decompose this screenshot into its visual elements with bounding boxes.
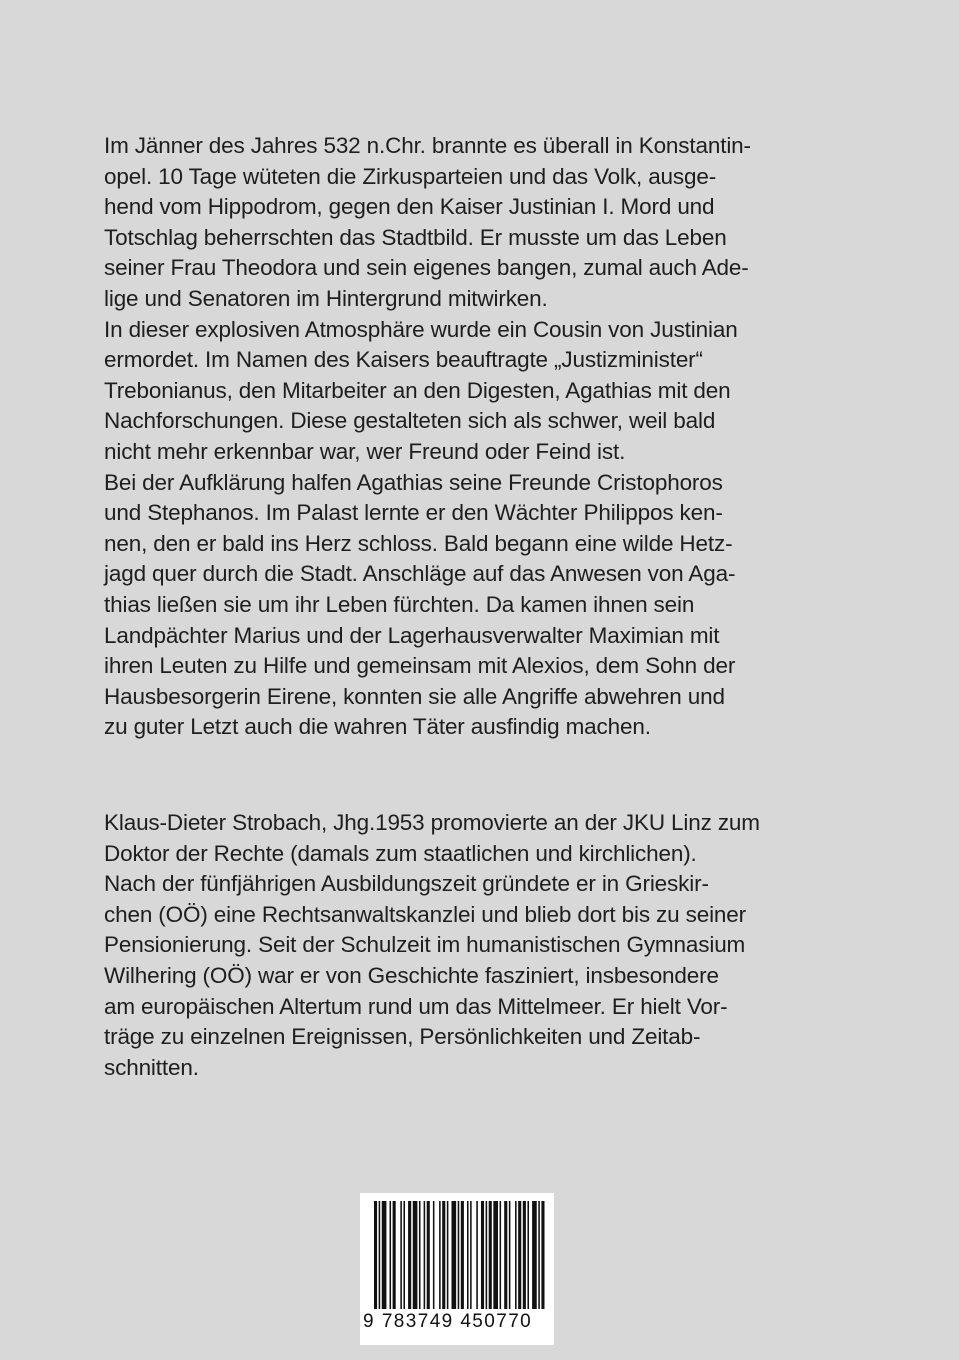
barcode-bar (500, 1201, 502, 1309)
barcode-bar (442, 1201, 445, 1309)
barcode-bar (382, 1201, 387, 1309)
author-bio-line: chen (OÖ) eine Rechtsanwaltskanzlei und blieb dort bis zu seiner (104, 901, 746, 927)
barcode-bar (461, 1201, 464, 1309)
barcode-bar (379, 1201, 381, 1309)
barcode-bar (439, 1201, 441, 1309)
barcode-bar (413, 1201, 418, 1309)
synopsis-text (104, 131, 764, 743)
synopsis-line: In dieser explosiven Atmosphäre wurde ein Cousin von Justinian (104, 316, 738, 342)
synopsis-line: Hausbesorgerin Eirene, konnten sie alle Angriffe abwehren und (104, 683, 725, 709)
barcode-bar (476, 1201, 478, 1309)
synopsis-line: ermordet. Im Namen des Kaisers beauftragte „Justizminister“ (104, 347, 703, 373)
barcode-bar (504, 1201, 507, 1309)
barcode-digits: 783749 450770 (381, 1311, 533, 1332)
synopsis-line: Landpächter Marius und der Lagerhausverwalter Maximian mit (104, 622, 720, 648)
synopsis-line: jagd quer durch die Stadt. Anschläge auf das Anwesen von Aga- (104, 561, 736, 587)
author-bio-line: Pensionierung. Seit der Schulzeit im humanistischen Gymnasium (104, 932, 746, 958)
barcode-bar (518, 1201, 521, 1309)
barcode-bar (523, 1201, 526, 1309)
barcode-bar (403, 1201, 405, 1309)
synopsis-line: Im Jänner des Jahres 532 n.Chr. brannte es überall in Konstantin- (104, 133, 751, 158)
synopsis-line: und Stephanos. Im Palast lernte er den Wächter Philippos ken- (104, 500, 723, 526)
barcode-bar (509, 1201, 511, 1309)
barcode-bar (470, 1201, 472, 1309)
barcode-bar (393, 1201, 396, 1309)
synopsis-line: zu guter Letzt auch die wahren Täter ausfindig machen. (104, 714, 651, 740)
synopsis-line: thias ließen sie um ihr Leben fürchten. Da kamen ihnen sein (104, 591, 695, 617)
barcode-bar (515, 1201, 517, 1309)
author-bio-line: schnitten. (104, 1054, 199, 1080)
synopsis-line: nen, den er bald ins Herz schloss. Bald begann eine wilde Hetz- (104, 530, 733, 556)
barcode-bar (493, 1201, 498, 1309)
barcode-bar (424, 1201, 426, 1309)
isbn-barcode (360, 1193, 554, 1345)
barcode-bar (527, 1201, 529, 1309)
author-bio-line: Klaus-Dieter Strobach, Jhg.1953 promovierte an der JKU Linz zum (104, 810, 760, 835)
barcode-bar (532, 1201, 537, 1309)
author-bio-line: am europäischen Altertum rund um das Mittelmeer. Er hielt Vor- (104, 993, 728, 1019)
barcode-bar (538, 1201, 540, 1309)
barcode-bar (447, 1201, 449, 1309)
barcode-bars (366, 1201, 548, 1309)
author-bio-line: Nach der fünfjährigen Ausbildungszeit gründete er in Grieskir- (104, 871, 709, 897)
synopsis-line: nicht mehr erkennbar war, wer Freund oder Feind ist. (104, 438, 626, 464)
barcode-bar (390, 1201, 392, 1309)
author-bio-line: Wilhering (OÖ) war er von Geschichte fasziniert, insbesondere (104, 962, 719, 988)
barcode-bar (419, 1201, 421, 1309)
synopsis-line: Trebonianus, den Mitarbeiter an den Digesten, Agathias mit den (104, 377, 731, 403)
barcode-bar (400, 1201, 402, 1309)
synopsis-line: ihren Leuten zu Hilfe und gemeinsam mit Alexios, dem Sohn der (104, 653, 736, 679)
synopsis-line: hend vom Hippodrom, gegen den Kaiser Justinian I. Mord und (104, 194, 715, 220)
synopsis-line: seiner Frau Theodora und sein eigenes bangen, zumal auch Ade- (104, 255, 749, 281)
barcode-lead-digit: 9 (363, 1311, 374, 1332)
synopsis-line: opel. 10 Tage wüteten die Zirkusparteien und das Volk, ausge- (104, 163, 717, 189)
barcode-bar (427, 1201, 430, 1309)
barcode-bar (489, 1201, 492, 1309)
barcode-bar (486, 1201, 488, 1309)
author-bio-text (104, 808, 764, 1083)
barcode-bar (467, 1201, 469, 1309)
synopsis-line: lige und Senatoren im Hintergrund mitwirken. (104, 285, 548, 311)
barcode-bar (452, 1201, 457, 1309)
barcode-bar (458, 1201, 460, 1309)
barcode-bar (374, 1201, 377, 1309)
synopsis-line: Nachforschungen. Diese gestalteten sich als schwer, weil bald (104, 408, 716, 434)
barcode-bar (408, 1201, 411, 1309)
barcode-bar (541, 1201, 544, 1309)
barcode-bar (433, 1201, 435, 1309)
synopsis-line: Bei der Aufklärung halfen Agathias seine Freunde Cristophoros (104, 469, 723, 495)
author-bio-line: Doktor der Rechte (damals zum staatlichen und kirchlichen). (104, 840, 697, 866)
author-bio-line: träge zu einzelnen Ereignissen, Persönlichkeiten und Zeitab- (104, 1024, 701, 1050)
synopsis-line: Totschlag beherrschten das Stadtbild. Er musste um das Leben (104, 224, 727, 250)
barcode-bar (481, 1201, 484, 1309)
